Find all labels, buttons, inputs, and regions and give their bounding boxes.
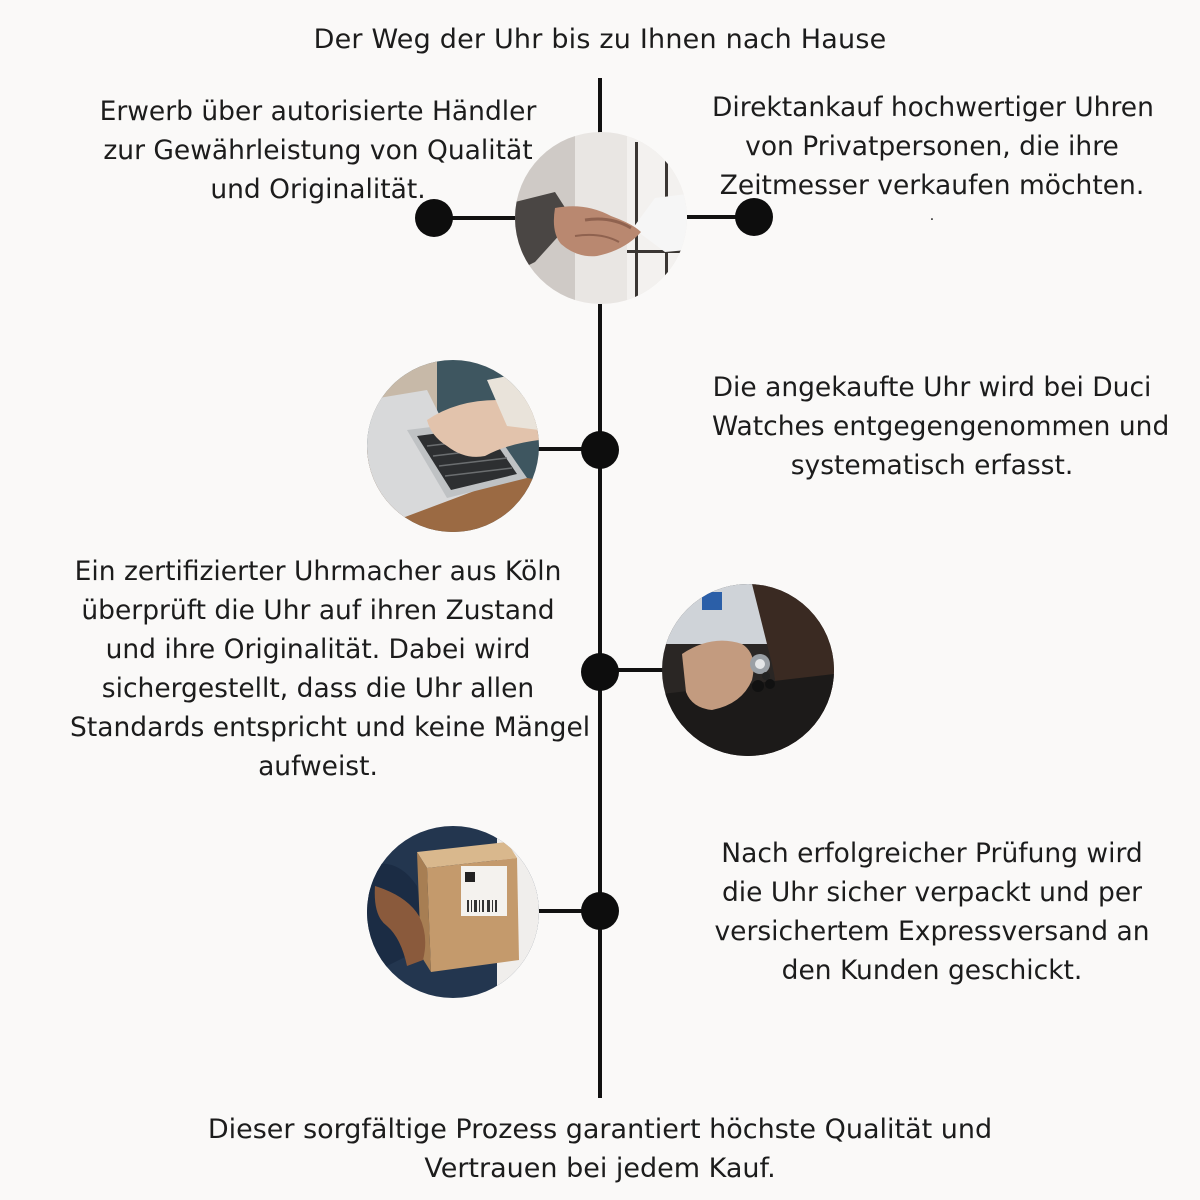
text-line: Watches entgegengenommen und <box>712 411 1170 442</box>
timeline-dot <box>581 653 619 691</box>
text-line: Die angekaufte Uhr wird bei Duci <box>712 372 1152 403</box>
text-line: Erwerb über autorisierte Händler <box>99 96 537 127</box>
text-line: Nach erfolgreicher Prüfung wird <box>721 838 1143 869</box>
text-line: . <box>929 208 935 224</box>
step-3-text <box>712 368 1170 485</box>
text-line: und Originalität. <box>210 174 426 205</box>
text-line: von Privatpersonen, die ihre <box>745 131 1119 162</box>
handshake-image <box>515 132 687 304</box>
parcel-delivery-image <box>367 826 539 998</box>
text-line: versichertem Expressversand an <box>714 916 1150 947</box>
text-line: Dieser sorgfältige Prozess garantiert höchste Qualität und <box>207 1114 993 1145</box>
step-2-text <box>712 88 1152 227</box>
text-line: Zeitmesser verkaufen möchten. <box>719 170 1145 201</box>
timeline-dot <box>581 892 619 930</box>
text-line: und ihre Originalität. Dabei wird <box>105 634 531 665</box>
footer-text <box>0 1110 1200 1188</box>
timeline-line-top <box>598 78 602 134</box>
watchmaker-image <box>662 584 834 756</box>
text-line: die Uhr sicher verpackt und per <box>721 877 1143 908</box>
step-4-text <box>70 552 591 786</box>
connector-line <box>450 216 520 220</box>
text-line: Direktankauf hochwertiger Uhren <box>712 92 1154 123</box>
text-line: überprüft die Uhr auf ihren Zustand <box>81 595 555 626</box>
text-line: systematisch erfasst. <box>790 450 1074 481</box>
laptop-typing-image <box>367 360 539 532</box>
timeline-line-main <box>598 304 602 1098</box>
text-line: den Kunden geschickt. <box>781 955 1083 986</box>
page-title: Der Weg der Uhr bis zu Ihnen nach Hause <box>313 24 887 55</box>
text-line: Vertrauen bei jedem Kauf. <box>424 1153 776 1184</box>
timeline-dot <box>581 431 619 469</box>
text-line: sichergestellt, dass die Uhr allen <box>101 673 535 704</box>
text-line: Standards entspricht und keine Mängel <box>70 712 591 743</box>
step-1-text <box>98 92 538 209</box>
text-line: Ein zertifizierter Uhrmacher aus Köln <box>74 556 562 587</box>
text-line: zur Gewährleistung von Qualität <box>103 135 533 166</box>
step-5-text <box>712 834 1152 990</box>
text-line: aufweist. <box>258 751 378 782</box>
